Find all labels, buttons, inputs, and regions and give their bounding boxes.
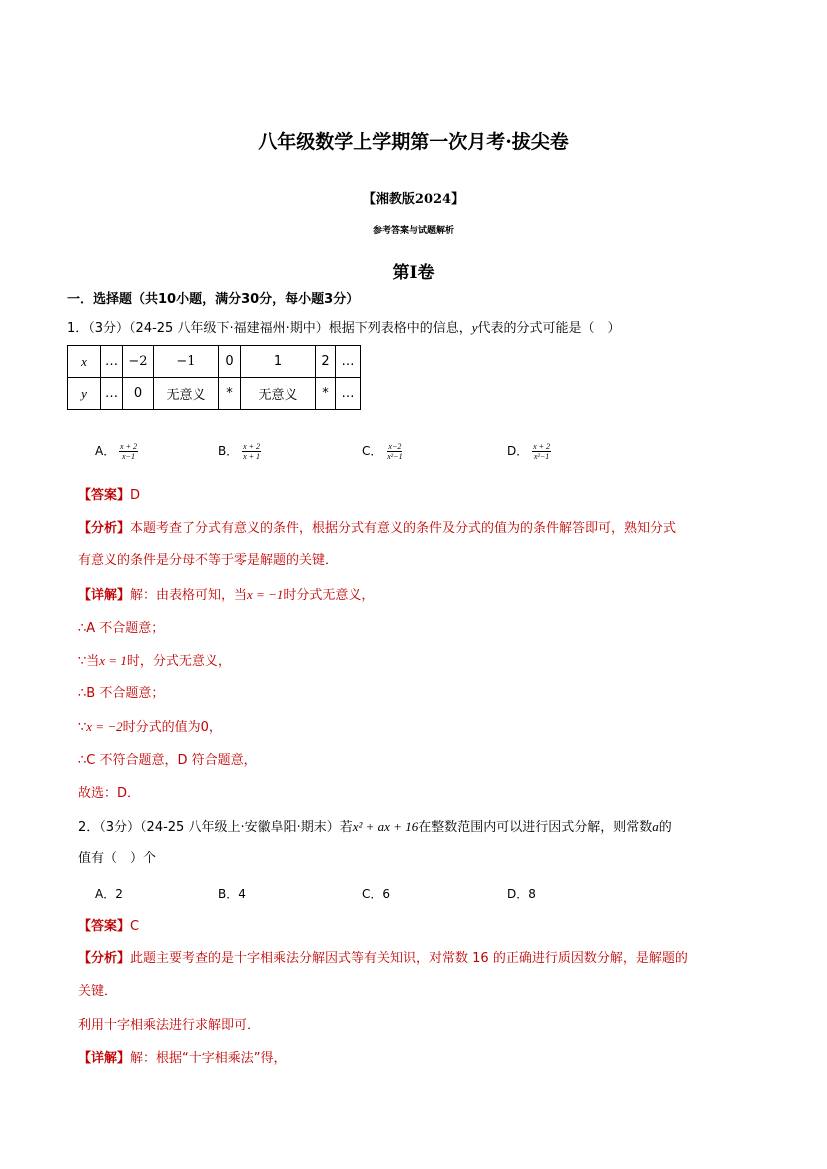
q1-answer [78, 487, 140, 505]
q2-analysis-line-1 [78, 950, 688, 968]
section-heading: 一．选择题（共10小题，满分30分，每小题3分） [67, 292, 360, 307]
table-row-x [68, 346, 361, 378]
answer-value: D [130, 488, 141, 503]
q1-option-c [362, 442, 404, 461]
q2-expression: x² + ax + 16 [352, 819, 419, 834]
table-cell: 2 [316, 346, 336, 378]
table-cell: … [101, 346, 123, 378]
q1-analysis-line-1 [78, 520, 676, 538]
detail-tag: 【详解】 [78, 588, 131, 603]
q2-stem-text: 2．（3分）（24-25 八年级上·安徽阜阳·期末）若 [78, 820, 353, 835]
document-subtitle: 参考答案与试题解析 [372, 226, 454, 236]
q1-option-d [507, 442, 551, 461]
fraction-denominator: x²−1 [387, 452, 403, 461]
option-label: B． [218, 887, 239, 901]
detail-math: x = 1 [99, 653, 127, 668]
q2-var-a: a [652, 819, 659, 834]
detail-text: 时分式的值为0， [122, 720, 222, 735]
q2-detail-line-1 [78, 1050, 287, 1068]
table-cell: 0 [123, 378, 154, 410]
table-cell: y [68, 378, 101, 410]
q2-option-a [95, 885, 123, 903]
q2-analysis-line-2: 关键． [78, 984, 118, 999]
detail-math: x = −1 [247, 587, 284, 602]
detail-text: 时，分式无意义， [126, 654, 231, 669]
answer-tag: 【答案】 [78, 488, 131, 503]
option-value: 8 [528, 887, 536, 901]
q1-stem-text: 1．（3分）（24-25 八年级下·福建福州·期中）根据下列表格中的信息， [67, 321, 472, 336]
q1-detail-line-3 [78, 652, 231, 671]
q2-option-c [362, 885, 390, 903]
q2-stem-text: 在整数范围内可以进行因式分解，则常数 [418, 820, 653, 835]
table-cell: 0 [219, 346, 241, 378]
fraction-denominator: x−1 [122, 452, 135, 461]
fraction-numerator: x + 2 [533, 442, 551, 451]
table-cell: 1 [241, 346, 316, 378]
fraction-denominator: x²−1 [533, 452, 550, 461]
q2-option-d [507, 885, 536, 903]
detail-text: ∵ [78, 720, 87, 735]
option-label: D． [507, 444, 529, 458]
detail-tag: 【详解】 [78, 1051, 131, 1066]
q1-option-a [95, 442, 138, 461]
table-cell: * [219, 378, 241, 410]
q1-stem [67, 319, 621, 338]
q1-var-y: y [471, 320, 478, 335]
q1-detail-line-7: 故选：D． [78, 786, 141, 801]
q2-analysis-line-3: 利用十字相乘法进行求解即可． [78, 1018, 261, 1033]
option-label: A． [95, 887, 116, 901]
table-cell: … [336, 378, 361, 410]
table-cell: −2 [123, 346, 154, 378]
option-label: B． [218, 444, 239, 458]
analysis-text: 本题考查了分式有意义的条件，根据分式有意义的条件及分式的值为的条件解答即可，熟知分式 [130, 521, 677, 536]
analysis-tag: 【分析】 [78, 951, 131, 966]
option-value: 2 [115, 887, 123, 901]
q1-detail-line-4: ∴B 不合题意； [78, 686, 165, 701]
table-cell: * [316, 378, 336, 410]
option-label: A． [95, 444, 116, 458]
table-cell: … [101, 378, 123, 410]
table-cell: … [336, 346, 361, 378]
q1-detail-line-2: ∴A 不合题意； [78, 621, 165, 636]
q2-stem-line-2: 值有（ ）个 [78, 851, 157, 866]
q2-stem-text: 的 [658, 820, 672, 835]
fraction-numerator: x−2 [388, 442, 402, 451]
q2-stem-line-1 [78, 818, 672, 837]
option-fraction [386, 442, 403, 461]
detail-text: 解：根据“十字相乘法”得， [130, 1051, 287, 1066]
option-label: C． [362, 887, 383, 901]
table-cell: x [68, 346, 101, 378]
analysis-text: 此题主要考查的是十字相乘法分解因式等有关知识，对常数 16 的正确进行质因数分解，是解题的 [130, 951, 688, 966]
q1-analysis-line-2: 有意义的条件是分母不等于零是解题的关键． [78, 553, 339, 568]
edition-label: 【湘教版2024】 [362, 192, 465, 207]
option-value: 4 [238, 887, 246, 901]
q2-answer [78, 918, 139, 936]
option-fraction [532, 442, 551, 461]
q1-detail-line-1 [78, 586, 374, 605]
fraction-numerator: x + 2 [243, 442, 261, 451]
answer-value: C [130, 919, 140, 934]
q1-option-b [218, 442, 261, 461]
table-row-y [68, 378, 361, 410]
table-cell: −1 [154, 346, 219, 378]
detail-text: 解：由表格可知，当 [130, 588, 248, 603]
table-cell: 无意义 [241, 378, 316, 410]
analysis-tag: 【分析】 [78, 521, 131, 536]
detail-text: ∵当 [78, 654, 100, 669]
fraction-denominator: x + 1 [243, 452, 261, 461]
q1-value-table [67, 345, 361, 410]
detail-math: x = −2 [86, 719, 123, 734]
option-fraction [119, 442, 138, 461]
q1-detail-line-6: ∴C 不符合题意，D 符合题意， [78, 753, 257, 768]
document-title: 八年级数学上学期第一次月考·拔尖卷 [258, 131, 569, 153]
detail-text: 时分式无意义， [283, 588, 375, 603]
option-label: D． [507, 887, 529, 901]
answer-tag: 【答案】 [78, 919, 131, 934]
q1-stem-tail: 代表的分式可能是（ ） [477, 321, 621, 336]
option-value: 6 [382, 887, 391, 901]
q2-option-b [218, 885, 246, 903]
volume-heading: 第I卷 [392, 263, 435, 283]
option-label: C． [362, 444, 383, 458]
q1-detail-line-5 [78, 718, 222, 737]
table-cell: 无意义 [154, 378, 219, 410]
fraction-numerator: x + 2 [120, 442, 137, 451]
option-fraction [242, 442, 261, 461]
